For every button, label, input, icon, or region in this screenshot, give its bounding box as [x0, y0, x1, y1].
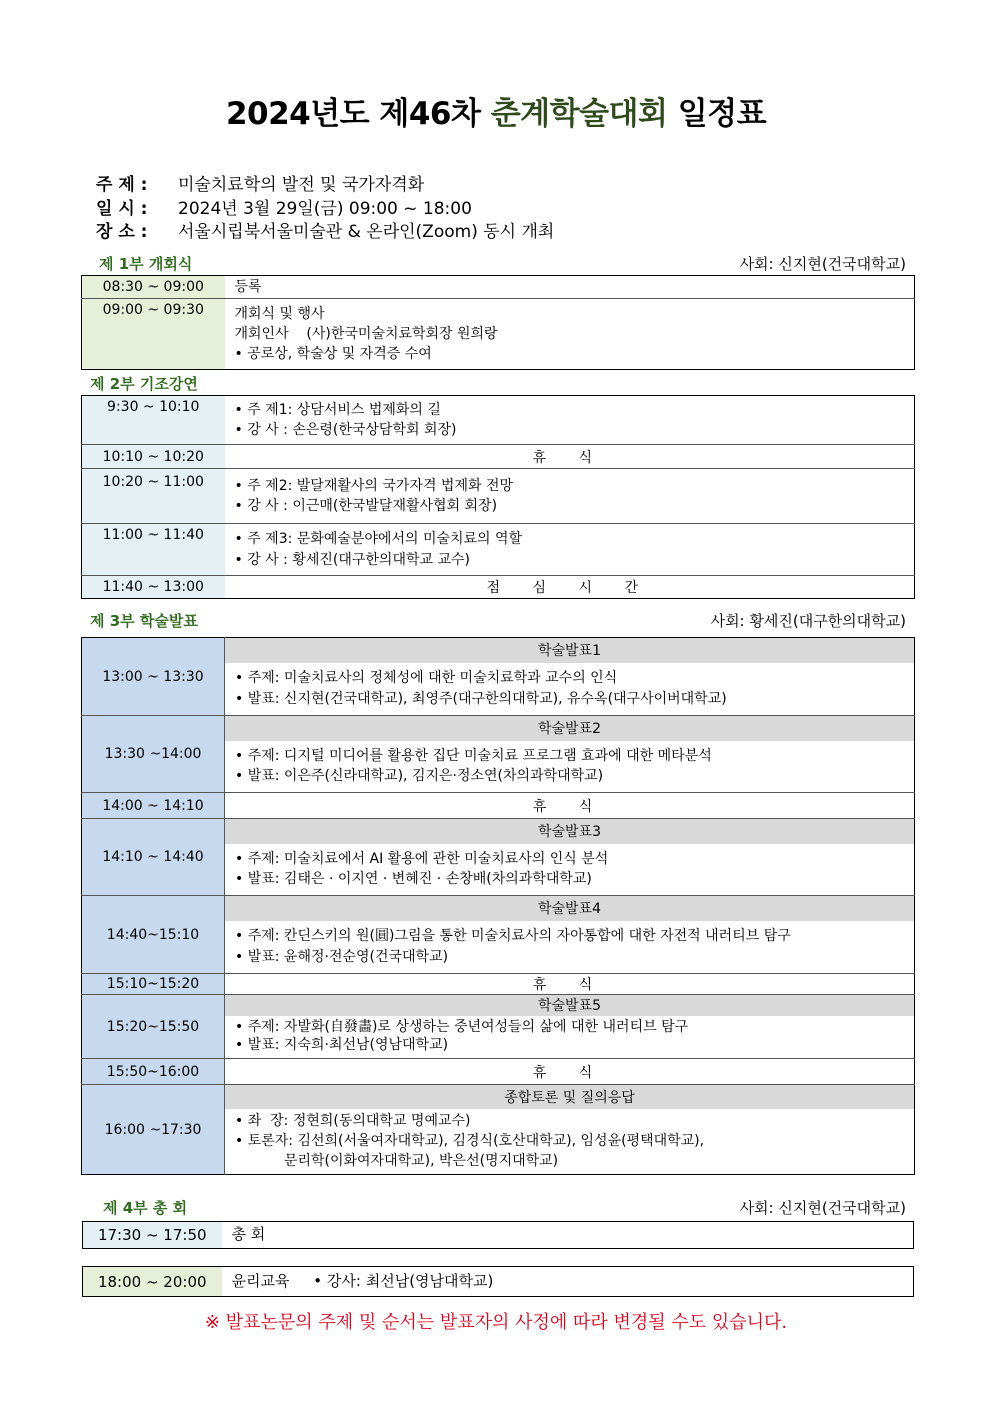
time-cell: 11:40 ~ 13:00 [82, 576, 225, 599]
time-cell: 13:00 ~ 13:30 [82, 638, 225, 716]
time-cell: 14:00 ~ 14:10 [82, 793, 225, 819]
info-date: 일 시 : 2024년 3월 29일(금) 09:00 ~ 18:00 [96, 199, 472, 219]
content-cell [225, 741, 915, 793]
break-cell: 휴 식 [532, 449, 606, 466]
session-head: 종합토론 및 질의응답 [225, 1085, 915, 1109]
line: • 주제: 디지털 미디어를 활용한 집단 미술치료 프로그램 효과에 대한 메타분석 [235, 747, 712, 764]
part2-label: 제 2부 기조강연 [90, 375, 198, 393]
content-cell [225, 1016, 915, 1059]
break-cell: 휴 식 [532, 977, 607, 993]
time-cell: 15:20~15:50 [82, 995, 225, 1059]
line: • 주제: 미술치료사의 정체성에 대한 미술치료학과 교수의 인식 [235, 670, 618, 687]
break-cell: 점 심 시 간 [486, 580, 652, 596]
part1-host: 사회: 신지현(건국대학교) [739, 255, 906, 273]
time-cell: 14:40~15:10 [82, 896, 225, 974]
line: • 주제: 칸딘스키의 원(圓)그림을 통한 미술치료사의 자아통합에 대한 자전적 내러티브 탐구 [235, 928, 791, 945]
part4-table [82, 1221, 914, 1249]
line: 개회식 및 행사 [234, 305, 325, 322]
table-row [82, 445, 915, 469]
line: 개회인사 (사)한국미술치료학회장 원희랑 [234, 325, 498, 342]
content-cell [225, 396, 915, 445]
ethics-table [82, 1266, 914, 1297]
table-row [82, 576, 915, 599]
part1-label: 제 1부 개회식 [99, 255, 193, 273]
part3-host: 사회: 황세진(대구한의대학교) [710, 612, 906, 630]
content-cell: 윤리교육 • 강사: 최선남(영남대학교) [231, 1271, 494, 1290]
line: • 발표: 김태은 · 이지연 · 변혜진 · 손창배(차의과학대학교) [235, 871, 592, 888]
line: • 공로상, 학술상 및 자격증 수여 [234, 346, 432, 363]
time-cell: 13:30 ~14:00 [82, 716, 225, 793]
session-head: 학술발표2 [225, 716, 915, 741]
line: • 발표: 이은주(신라대학교), 김지은·정소연(차의과학대학교) [235, 768, 604, 785]
line: • 주제: 자발화(自發畵)로 상생하는 중년여성들의 삶에 대한 내러티브 탐구 [235, 1019, 689, 1036]
time-cell: 10:10 ~ 10:20 [82, 445, 225, 469]
time-cell: 08:30 ~ 09:00 [82, 276, 225, 299]
line: • 발표: 신지현(건국대학교), 최영주(대구한의대학교), 유수옥(대구사이버대학교) [235, 690, 727, 707]
part2-table [81, 395, 915, 599]
content-cell [225, 663, 915, 716]
time-cell: 11:00 ~ 11:40 [82, 524, 225, 576]
line: • 강 사 : 손은령(한국상담학회 회장) [234, 422, 457, 438]
table-row [82, 469, 915, 524]
info-topic: 주 제 : 미술치료학의 발전 및 국가자격화 [96, 175, 425, 195]
table-row [82, 276, 915, 299]
time-cell: 09:00 ~ 09:30 [82, 299, 225, 370]
info-venue: 장 소 : 서울시립북서울미술관 & 온라인(Zoom) 동시 개최 [96, 222, 555, 242]
part4-label: 제 4부 총 회 [103, 1199, 188, 1217]
table-row [82, 396, 915, 445]
time-cell: 10:20 ~ 11:00 [82, 469, 225, 524]
time-cell: 18:00 ~ 20:00 [83, 1267, 222, 1297]
line: • 강 사 : 황세진(대구한의대학교 교수) [234, 551, 470, 568]
content-cell [225, 299, 915, 370]
line: • 강 사 : 이근매(한국발달재활사협회 회장) [234, 498, 498, 514]
time-cell: 16:00 ~17:30 [82, 1085, 225, 1175]
part3-label: 제 3부 학술발표 [90, 612, 198, 630]
line: • 발표: 지숙희·최선남(영남대학교) [235, 1036, 449, 1053]
content-cell [225, 844, 915, 896]
notice-text: ※ 발표논문의 주제 및 순서는 발표자의 사정에 따라 변경될 수도 있습니다. [204, 1312, 788, 1333]
line: • 주제: 미술치료에서 AI 활용에 관한 미술치료사의 인식 분석 [235, 850, 609, 867]
content-cell [225, 921, 915, 974]
page-title: 2024년도 제46차 춘계학술대회 일정표 [225, 96, 767, 132]
content-cell [225, 1109, 915, 1175]
content-cell: 등록 [234, 278, 262, 295]
line: • 토론자: 김선희(서울여자대학교), 김경식(호산대학교), 임성윤(평택대학교), [235, 1133, 705, 1150]
time-cell: 15:10~15:20 [82, 974, 225, 995]
session-head: 학술발표4 [225, 896, 915, 921]
line: • 주 제3: 문화예술분야에서의 미술치료의 역할 [234, 531, 523, 548]
time-cell: 15:50~16:00 [82, 1059, 225, 1085]
break-cell: 휴 식 [532, 1064, 607, 1081]
time-cell: 17:30 ~ 17:50 [83, 1222, 222, 1249]
line: 문리학(이화여자대학교), 박은선(명지대학교) [235, 1153, 559, 1170]
table-row [82, 299, 915, 370]
line: • 좌 장: 정현희(동의대학교 명예교수) [235, 1112, 471, 1129]
part4-host: 사회: 신지현(건국대학교) [739, 1199, 906, 1217]
content-cell [225, 524, 915, 576]
line: • 주 제2: 발달재활사의 국가자격 법제화 전망 [234, 477, 513, 494]
time-cell: 9:30 ~ 10:10 [82, 396, 225, 445]
line: • 발표: 윤해정·전순영(건국대학교) [235, 948, 449, 965]
part1-table [81, 275, 915, 370]
content-cell [225, 469, 915, 524]
break-cell: 휴 식 [532, 798, 607, 815]
session-head: 학술발표3 [225, 819, 915, 844]
session-head: 학술발표5 [225, 995, 915, 1016]
table-row [82, 524, 915, 576]
part3-table [81, 637, 915, 1175]
content-cell: 총 회 [231, 1225, 266, 1244]
line: • 주 제1: 상담서비스 법제화의 길 [234, 401, 441, 418]
time-cell: 14:10 ~ 14:40 [82, 819, 225, 896]
session-head: 학술발표1 [225, 638, 915, 663]
